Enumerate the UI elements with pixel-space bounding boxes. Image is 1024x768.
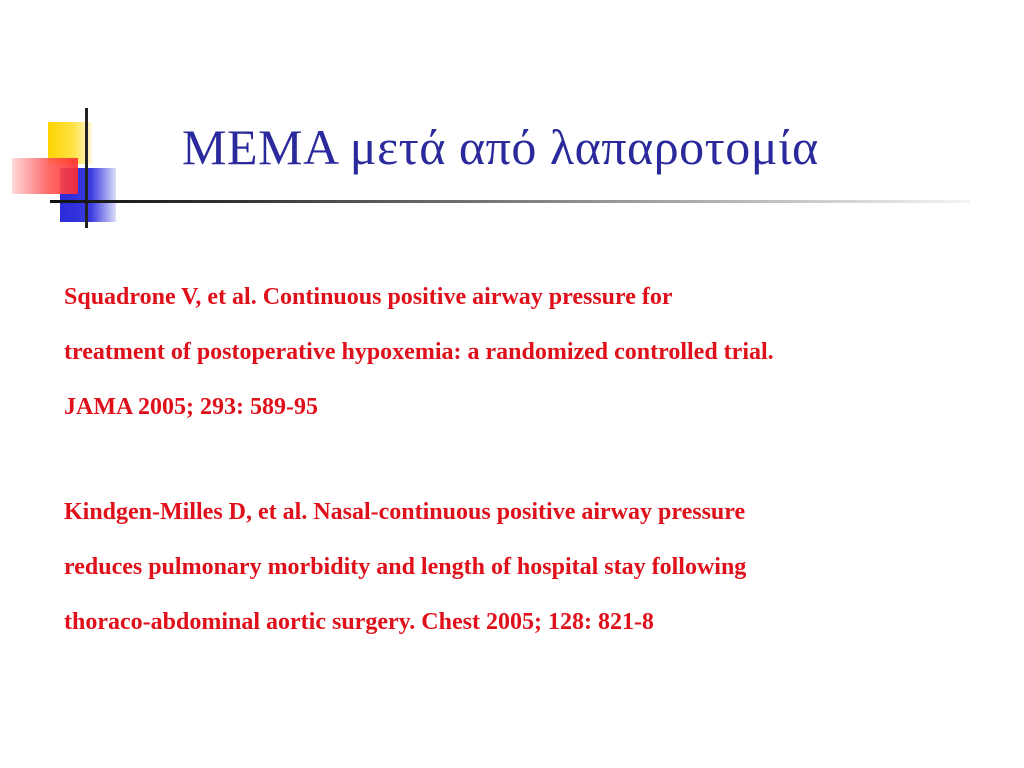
references-list [64,270,1004,650]
logo-vertical-line [85,108,88,228]
reference-item [64,270,1004,435]
decorative-logo-squares [10,108,150,232]
reference-line: Kindgen-Milles D, et al. Nasal-continuous positive airway pressure [64,499,746,525]
reference-line: Squadrone V, et al. Continuous positive airway pressure for [64,284,673,310]
title-divider [50,200,970,203]
slide-title: ΜΕΜΑ μετά από λαπαροτομία [182,119,819,175]
red-square [12,158,78,194]
reference-line: thoraco-abdominal aortic surgery. Chest 2005; 128: 821-8 [64,609,654,635]
reference-item [64,485,1004,650]
reference-line: reduces pulmonary morbidity and length of hospital stay following [64,554,747,580]
reference-spacer [64,435,1004,485]
reference-line: treatment of postoperative hypoxemia: a randomized controlled trial. [64,339,774,365]
reference-line: JAMA 2005; 293: 589-95 [64,394,318,420]
